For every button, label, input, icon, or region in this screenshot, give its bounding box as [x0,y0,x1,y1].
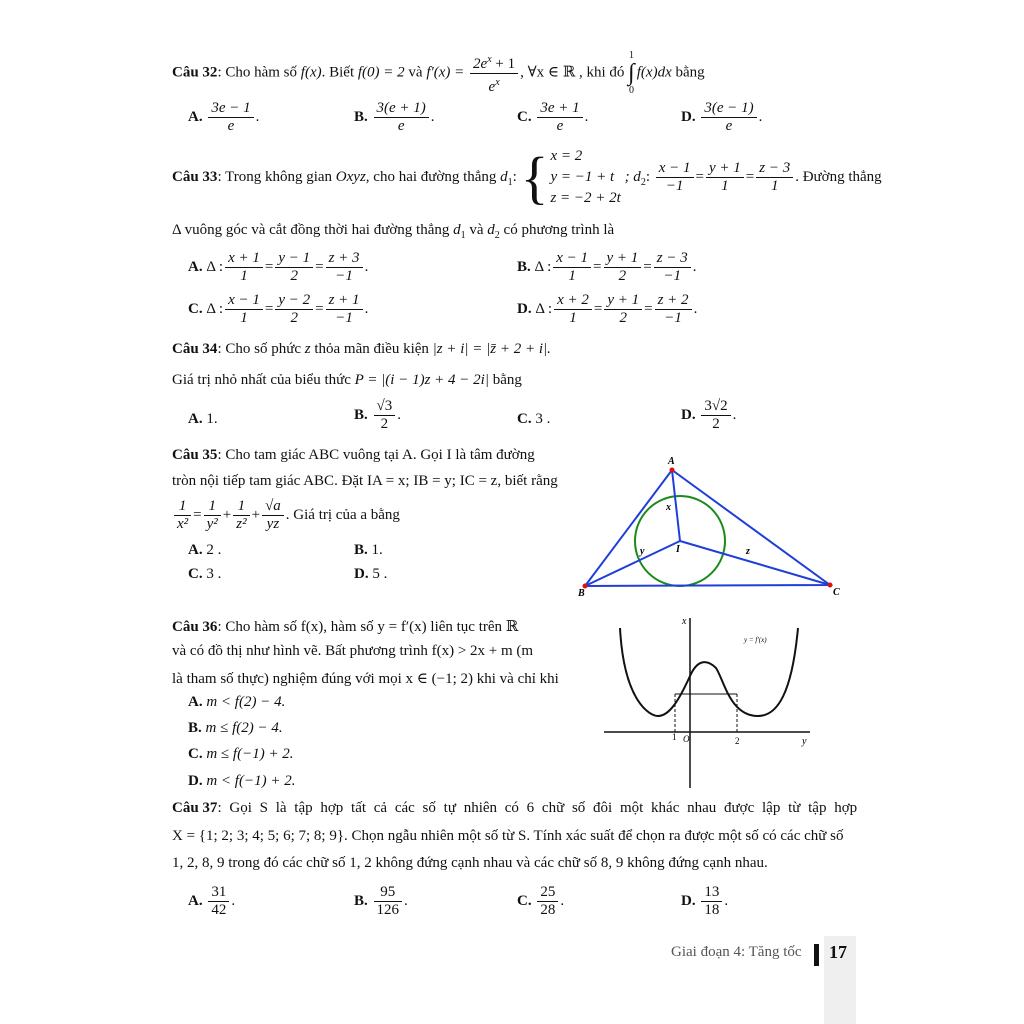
option-label: C. [517,108,532,125]
option-label: C. [188,746,203,762]
option-label: D. [354,566,369,582]
q37-label: Câu 37 [172,800,218,816]
option-label: B. [188,720,202,736]
option-label: B. [517,258,531,275]
option-frac [701,884,722,919]
q33-sys-row: x = 2 [550,148,583,164]
q36-line1-text: : Cho hàm số f(x), hàm số y = f′(x) liên tục trên ℝ [217,619,519,635]
option-frac [554,292,592,327]
q37-option-b: B. $\frac{95}{126}$ . [354,884,408,918]
frac-den: 126 [376,902,400,918]
frac-num: y − 1 [275,250,313,268]
frac-num: 31 [208,884,229,902]
q35-frac [233,498,249,533]
q32-option-a: A. $\frac{3e - 1}{e}$ . [188,100,260,134]
option-num: 3e − 1 [208,100,253,118]
frac-num: 13 [701,884,722,902]
q35-option-c [188,566,221,583]
q36-line2 [172,643,533,660]
q32-option-c: C. $\frac{3e + 1}{e}$ . [517,100,589,134]
q36-option-b [188,720,283,737]
frac-den: −1 [664,310,682,326]
option-frac [374,884,403,919]
frac-den: 1 [568,268,576,284]
q32-integrand: f(x)dx [636,64,672,81]
option-label: A. [188,108,203,125]
q33-sys-row: z = −2 + 2t [550,190,621,206]
q37-line3-text: 1, 2, 8, 9 trong đó các chữ số 1, 2 không đứng cạnh nhau và các chữ số 8, 9 không đứng cạnh nhau. [172,855,768,871]
q33-d1-sub: 1 [507,176,513,188]
frac-num: 3√2 [701,398,730,416]
option-frac [701,398,730,433]
q32-den: e [488,78,496,95]
label-a: A [668,456,675,467]
q33-line2-end: có phương trình là [503,222,615,238]
frac-num: x + 1 [225,250,263,268]
q33-line2-d2-sub: 2 [494,230,500,241]
q35-line3: $\frac{1}{\text{x²}}$ = $\frac{1}{\text{y²}}$ + $\frac{1}{\text{z²}}$ + $\frac{√a}{yz}$ . Giá trị của a bằng [172,498,400,533]
option-frac [225,292,263,327]
option-den: e [725,118,733,134]
q34-end: bằng [492,372,522,388]
q33-frac [706,160,744,195]
option-label: A. [188,892,203,909]
option-label: A. [188,542,203,558]
frac-num: √3 [374,398,396,416]
q32-deriv: f′(x) = [426,64,465,81]
q32-option-d: D. $\frac{3(e - 1)}{e}$ . [681,100,763,134]
q32-text: : Cho hàm số [217,64,298,81]
q34-option-d: D. $\frac{3√2}{2}$ . [681,398,737,432]
page-number: 17 [829,942,847,962]
q36-label: Câu 36 [172,619,218,635]
q33-text3: . Đường thẳng [795,168,882,185]
option-frac [326,292,363,327]
option-label: D. [188,773,203,789]
footer-section-title: Giai đoạn 4: Tăng tốc [671,944,802,960]
q32-num: 2e [473,55,488,72]
q32-cond: f(0) = 2 [357,64,405,81]
frac-den: 18 [704,902,720,918]
q33-option-a: A. Δ : $\frac{x + 1}{1}$ = $\frac{y - 1}{2}$ = $\frac{z + 3}{-1}$ . [188,250,369,284]
option-text: 5 . [372,566,388,582]
label-y: y [640,546,645,557]
option-prefix: Δ : [535,300,553,317]
q33-line2-text: Δ vuông góc và cắt đồng thời hai đường thẳng [172,222,450,238]
option-num: 3(e − 1) [701,100,756,118]
q33-label: Câu 33 [172,168,218,185]
option-label: D. [517,300,532,317]
q32-end: bằng [675,64,705,81]
q33-frac [756,160,793,195]
option-label: D. [681,406,696,423]
frac-den: 42 [211,902,227,918]
frac-den: 1 [721,178,729,194]
q32-num-exp: x [487,53,492,65]
option-label: C. [517,411,532,427]
option-label: C. [188,300,203,317]
option-label: B. [354,406,368,423]
option-fraction [701,100,756,135]
q33-space: Oxyz, [335,168,370,185]
q33-option-d: D. Δ : $\frac{x + 2}{1}$ = $\frac{y + 1}{2}$ = $\frac{z + 2}{-1}$ . [517,292,698,326]
frac-den: z² [236,516,247,532]
option-prefix: Δ : [534,258,552,275]
frac-den: −1 [665,178,684,194]
segment-ia [672,470,680,541]
q37-option-a: A. $\frac{31}{42}$ . [188,884,236,918]
q33-d1: d [500,168,508,185]
q36-option-a [188,694,285,711]
option-text: m ≤ f(−1) + 2. [206,746,294,762]
q36-option-d [188,773,295,790]
q32-deriv-fraction [470,51,518,96]
option-prefix: Δ : [206,258,224,275]
q34-option-b: B. $\frac{√3}{2}$ . [354,398,401,432]
q34-label: Câu 34 [172,341,218,357]
q37-line2-text: X = {1; 2; 3; 4; 5; 6; 7; 8; 9}. Chọn ngẫu nhiên một số từ S. Tính xác suất để chọn ra được một số có các chữ số [172,828,844,844]
frac-den: 1 [240,310,248,326]
frac-num: y + 1 [604,292,642,310]
frac-num: z + 1 [326,292,363,310]
q36-line3-text: là tham số thực) nghiệm đúng với mọi x ∈ (−1; 2) khi và chỉ khi [172,671,559,687]
option-label: D. [681,108,696,125]
frac-den: 2 [290,310,298,326]
option-den: e [556,118,564,134]
option-num: 3e + 1 [537,100,582,118]
frac-den: 1 [770,178,779,194]
q34-option-a [188,411,218,428]
option-label: B. [354,892,368,909]
q32-fx: f(x) [300,64,322,81]
q36-line3 [172,669,559,688]
option-text: 3 . [206,566,222,582]
option-frac [374,398,396,433]
option-text: 1. [371,542,383,558]
option-frac [655,292,692,327]
q33-sys-row: y = −1 + t [550,169,615,185]
q33-text: : Trong không gian [217,168,333,185]
q34-text2: thỏa mãn điều kiện [314,341,429,357]
frac-num: 1 [233,498,249,516]
frac-num: y − 2 [275,292,313,310]
option-text: m < f(2) − 4. [206,694,286,710]
frac-den: yz [266,516,280,532]
q37-line1-text: : Gọi S là tập hợp tất cả các số tự nhiên có 6 chữ số đôi một khác nhau được lập từ tập hợp [217,800,858,816]
option-fraction [208,100,253,135]
q34-z: z [304,341,311,357]
curve-label: y = f′(x) [744,636,767,644]
option-label: B. [354,542,368,558]
q32-text3: và [408,64,423,81]
tick-1-label: 1 [672,732,677,742]
q33-system [550,146,620,209]
option-label: A. [188,694,203,710]
frac-den: −1 [335,268,353,284]
q36-line2-text: và có đồ thị như hình vẽ. Bất phương trình f(x) > 2x + m (m [172,643,534,659]
segment-ib [585,541,680,586]
option-num: 3(e + 1) [374,100,429,118]
q32-num-rest: + 1 [491,55,516,72]
q35-option-b [354,542,383,559]
q33-option-c: C. Δ : $\frac{x - 1}{1}$ = $\frac{y - 2}{2}$ = $\frac{z + 1}{-1}$ . [188,292,369,326]
q32-int-top: 1 [628,50,634,61]
option-frac [275,292,313,327]
q33-line2-d1-sub: 1 [460,230,466,241]
derivative-curve [620,628,798,716]
frac-num: x − 1 [656,160,694,178]
q34-text: : Cho số phức [217,341,301,357]
q35-option-a [188,542,221,559]
q34-option-c [517,411,550,428]
option-text: 3 . [535,411,551,427]
origin-label: O [683,734,690,744]
frac-num: 1 [174,498,191,516]
option-label: C. [517,892,532,909]
q32-option-b: B. $\frac{3(e + 1)}{e}$ . [354,100,435,134]
q32-stem [172,50,705,96]
frac-num: x + 2 [554,292,592,310]
frac-num: z − 3 [756,160,793,178]
frac-den: 2 [380,416,389,432]
frac-num: 25 [537,884,558,902]
option-text: 2 . [206,542,222,558]
option-label: C. [188,566,203,582]
axis-y-label: y [802,736,807,747]
frac-num: z + 2 [655,292,692,310]
q35-line2-text: tròn nội tiếp tam giác ABC. Đặt IA = x; IB = y; IC = z, biết rằng [172,473,558,489]
footer-separator [814,944,819,966]
label-i: I [676,544,680,555]
q37-option-c: C. $\frac{25}{28}$ . [517,884,565,918]
q35-frac [174,498,191,533]
q34-line2 [172,372,522,389]
label-x: x [666,502,671,513]
segment-ic [680,541,830,585]
q33-system-brace: { [520,144,549,210]
option-prefix: Δ : [206,300,224,317]
frac-num: x − 1 [553,250,591,268]
point-a [670,468,675,473]
q33-line2-and: và [469,222,484,238]
q32-label: Câu 32 [172,64,218,81]
option-label: D. [681,892,696,909]
label-b: B [578,588,585,599]
option-label: B. [354,108,368,125]
frac-num: y + 1 [604,250,642,268]
q32-den-exp: x [495,76,500,88]
q32-integral: 1 ∫ 0 [628,50,635,96]
q37-line3 [172,855,768,872]
option-frac [275,250,313,285]
option-frac [604,250,642,285]
frac-num: 95 [374,884,403,902]
q35-option-d [354,566,387,583]
q35-line1 [172,447,535,464]
frac-den: 2 [619,310,627,326]
option-fraction [537,100,582,135]
option-den: e [397,118,405,134]
q33-d2-sub: 2 [640,176,646,188]
frac-num: 1 [204,498,221,516]
point-c [828,583,833,588]
option-frac [225,250,263,285]
q34-expression: P = |(i − 1)z + 4 − 2i| [354,372,489,388]
frac-den: y² [206,516,218,532]
frac-num: z − 3 [654,250,691,268]
q33-d2: ; d [624,168,641,185]
frac-num: y + 1 [706,160,744,178]
frac-num: x − 1 [225,292,263,310]
q33-line2 [172,222,614,241]
option-text: m ≤ f(2) − 4. [205,720,283,736]
q37-option-d: D. $\frac{13}{18}$ . [681,884,729,918]
option-frac [537,884,558,919]
option-frac [553,250,591,285]
q35-frac [262,498,284,533]
option-frac [604,292,642,327]
frac-den: 2 [712,416,720,432]
q33-line2-d1: d [453,222,461,238]
frac-den: 2 [618,268,627,284]
label-z: z [746,546,750,557]
q35-triangle-figure [570,450,850,600]
q33-text2: cho hai đường thẳng [373,168,497,185]
q33-frac [656,160,694,195]
frac-num: z + 3 [326,250,363,268]
q33-option-b: B. Δ : $\frac{x - 1}{1}$ = $\frac{y + 1}{2}$ = $\frac{z - 3}{-1}$ . [517,250,697,284]
frac-num: √a [262,498,284,516]
q35-line1-text: : Cho tam giác ABC vuông tại A. Gọi I là tâm đường [217,447,535,463]
q36-graph-figure [598,612,818,790]
frac-den: 2 [290,268,298,284]
frac-den: x² [177,516,189,532]
q35-end: . Giá trị của a bằng [285,506,400,523]
q33-stem: Câu 33: Trong không gian Oxyz, cho hai đường thẳng $d_1$: { x = 2 y = −1 + t z = −2 + 2t ; $d_2$: $\frac{x - 1}{-1}$ = $\frac{y + 1}{1}$ = $\frac{z - 3}{1}$ . Đường thẳng [172,144,882,210]
q37-line1 [172,800,857,817]
q37-line2 [172,828,843,845]
q34-condition: |z + i| = |z̄ + 2 + i|. [432,341,551,357]
option-fraction [374,100,429,135]
q35-line2 [172,473,558,490]
q32-domain: , ∀x ∈ ℝ , khi đó [520,64,625,81]
frac-den: −1 [663,268,682,284]
option-den: e [227,118,235,134]
frac-den: 28 [540,902,556,918]
q36-line1 [172,617,518,636]
option-text: m < f(−1) + 2. [206,773,296,789]
tick-2-label: 2 [735,736,740,746]
q34-line2-text: Giá trị nhỏ nhất của biểu thức [172,372,351,388]
option-text: 1. [206,411,218,427]
option-label: A. [188,258,203,275]
q33-line2-d2: d [487,222,495,238]
q36-option-c [188,746,294,763]
q35-frac [204,498,221,533]
option-frac [654,250,691,285]
q35-label: Câu 35 [172,447,218,463]
option-label: A. [188,411,203,427]
label-c: C [833,587,840,598]
q32-int-bottom: 0 [628,85,634,96]
option-frac [208,884,229,919]
q32-text2: . Biết [321,64,355,81]
frac-den: −1 [335,310,353,326]
option-frac [326,250,363,285]
frac-den: 1 [240,268,248,284]
frac-den: 1 [569,310,577,326]
axis-x-label: x [682,616,687,627]
q34-stem [172,341,551,358]
